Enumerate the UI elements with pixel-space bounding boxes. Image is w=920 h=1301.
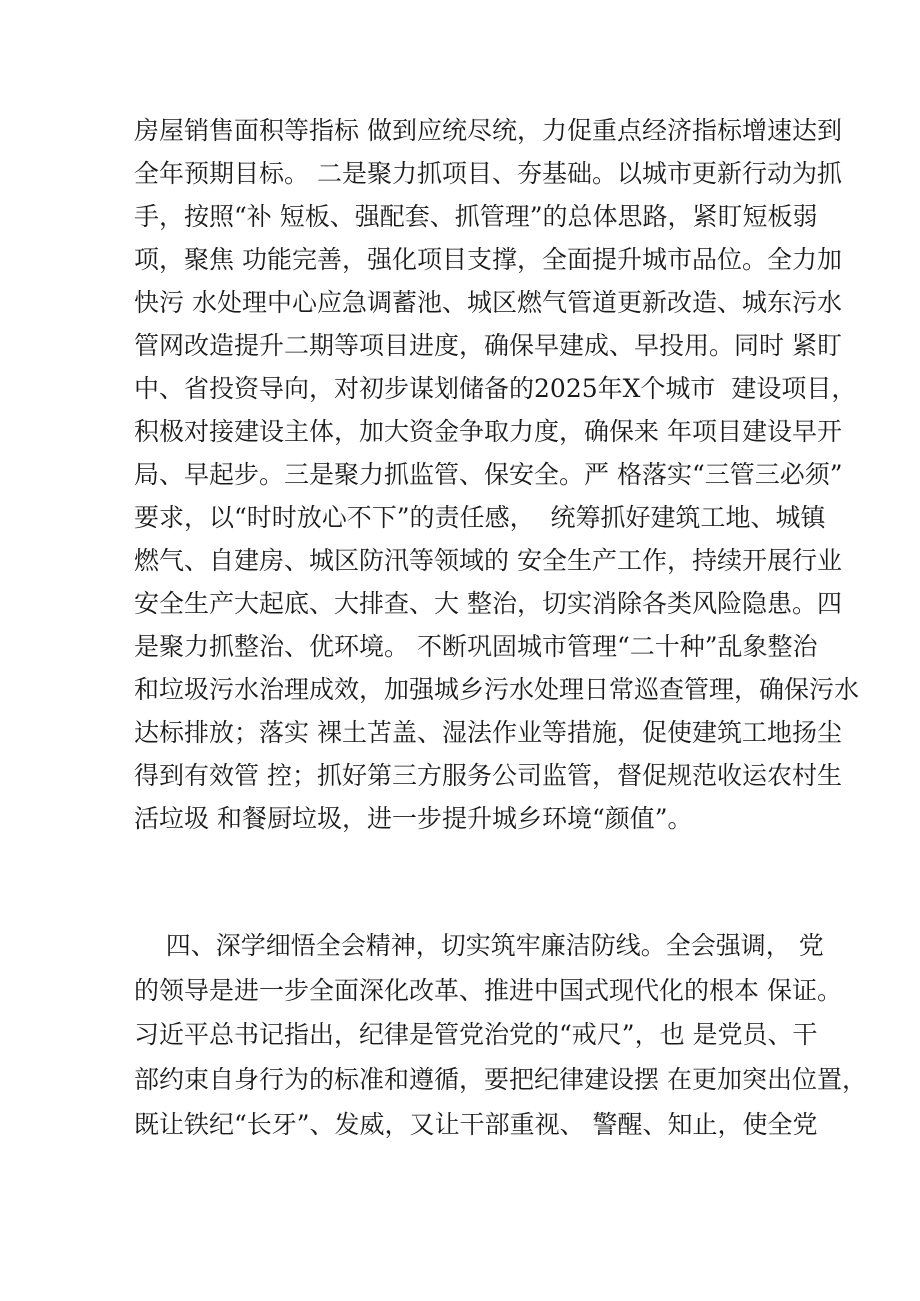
text-line: 得到有效管 控；抓好第三方服务公司监管，督促规范收运农村生 [134, 761, 842, 790]
text-line: 四、深学细悟全会精神，切实筑牢廉洁防线。全会强调， 党 [134, 931, 824, 960]
text-line: 管网改造提升二期等项目进度，确保早建成、早投用。同时 紧盯 [134, 331, 842, 360]
text-line: 项，聚焦 功能完善，强化项目支撑，全面提升城市品位。全力加 [134, 245, 842, 274]
text-line: 达标排放；落实 裸土苫盖、湿法作业等措施，促使建筑工地扬尘 [134, 718, 842, 747]
text-line: 既让铁纪“长牙”、发威，又让干部重视、 警醒、知止，使全党 [134, 1109, 818, 1139]
text-line: 中、省投资导向，对初步谋划储备的2025年X个城市 建设项目， [134, 374, 857, 403]
text-line: 习近平总书记指出，纪律是管党治党的“戒尺”，也 是党员、干 [134, 1020, 818, 1050]
text-line: 全年预期目标。 二是聚力抓项目、夯基础。以城市更新行动为抓 [134, 159, 842, 188]
paragraph-four [134, 924, 867, 1147]
text-line: 快污 水处理中心应急调蓄池、城区燃气管道更新改造、城东污水 [134, 288, 842, 317]
text-line: 活垃圾 和餐厨垃圾，进一步提升城乡环境“颜值”。 [134, 804, 693, 833]
text-line: 安全生产大起底、大排查、大 整治，切实消除各类风险隐患。四 [134, 589, 842, 618]
text-line: 手，按照“补 短板、强配套、抓管理”的总体思路，紧盯短板弱 [134, 202, 818, 231]
text-line: 要求，以“时时放心不下”的责任感， 统筹抓好建筑工地、城镇 [134, 503, 826, 532]
text-line: 房屋销售面积等指标 做到应统尽统，力促重点经济指标增速达到 [134, 116, 842, 145]
text-line: 燃气、自建房、城区防汛等领域的 安全生产工作，持续开展行业 [134, 546, 842, 575]
text-line: 的领导是进一步全面深化改革、推进中国式现代化的根本 保证。 [134, 975, 842, 1005]
text-line: 是聚力抓整治、优环境。 不断巩固城市管理“二十种”乱象整治 [134, 632, 818, 661]
text-line: 部约束自身行为的标准和遵循，要把纪律建设摆 在更加突出位置， [134, 1065, 867, 1095]
text-line: 局、早起步。三是聚力抓监管、保安全。严 格落实“三管三必须” [134, 460, 843, 489]
paragraph-continued [134, 109, 860, 840]
text-line: 积极对接建设主体，加大资金争取力度，确保来 年项目建设早开 [134, 417, 842, 446]
text-line: 和垃圾污水治理成效，加强城乡污水处理日常巡查管理，确保污水 [134, 675, 860, 704]
